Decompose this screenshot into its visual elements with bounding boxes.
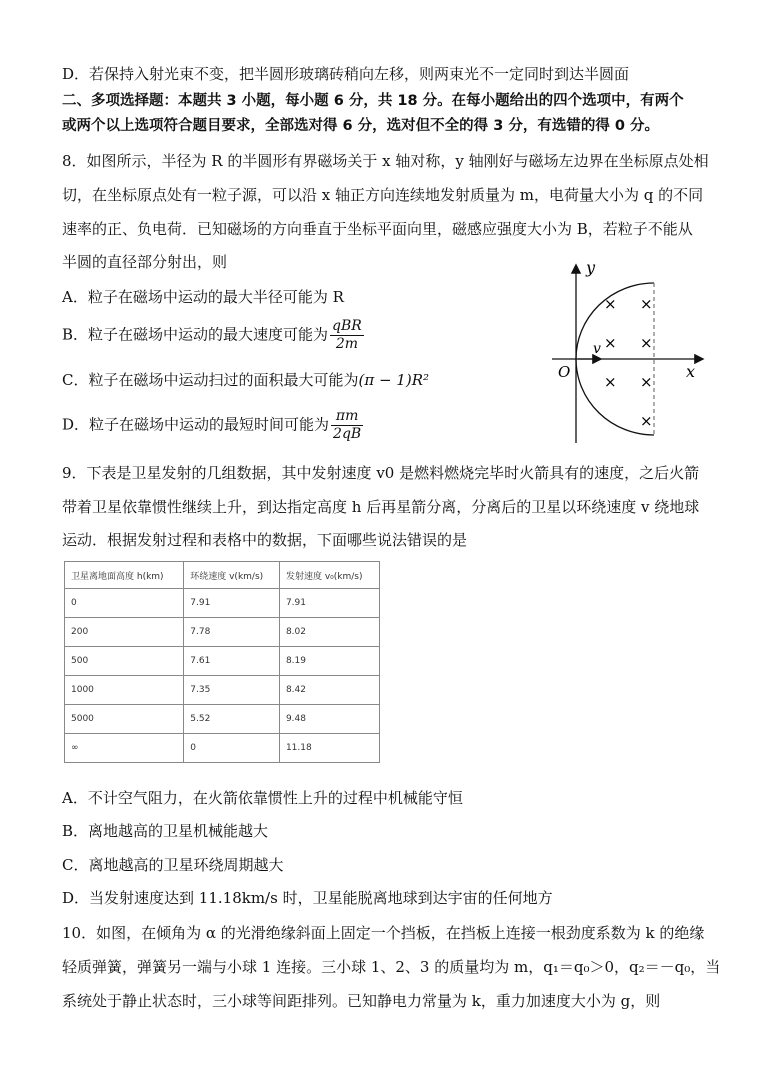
table-cell: 1000 [65, 676, 184, 705]
q8-magnetic-field-figure [548, 258, 708, 448]
field-cross: × [604, 373, 617, 391]
table-cell: 8.02 [279, 618, 379, 647]
table-header-cell: 环绕速度 v(km/s) [184, 562, 280, 589]
table-cell: 0 [65, 589, 184, 618]
label-y: y [586, 258, 596, 277]
table-cell: 0 [184, 734, 280, 763]
q7-option-d: D．若保持入射光束不变，把半圆形玻璃砖稍向左移，则两束光不一定同时到达半圆面 [62, 65, 630, 83]
q9-option-c: C．离地越高的卫星环绕周期越大 [62, 856, 284, 874]
q8-stem-line4: 半圆的直径部分射出，则 [62, 253, 228, 271]
table-cell: 7.78 [184, 618, 280, 647]
q8-stem-line3: 速率的正、负电荷．已知磁场的方向垂直于坐标平面向里，磁感应强度大小为 B，若粒子不能从 [62, 220, 693, 238]
q8-option-c-expr: (π − 1)R² [358, 371, 430, 389]
q9-option-b: B．离地越高的卫星机械能越大 [62, 822, 269, 840]
q9-option-d: D．当发射速度达到 11.18km/s 时，卫星能脱离地球到达宇宙的任何地方 [62, 889, 553, 907]
table-header-cell: 发射速度 v₀(km/s) [279, 562, 379, 589]
q10-stem-line2: 轻质弹簧，弹簧另一端与小球 1 连接。三小球 1、2、3 的质量均为 m，q₁＝q₀＞0，q₂＝－q₀，当 [62, 958, 721, 976]
q8-option-b [62, 318, 366, 353]
q9-stem-line2: 带着卫星依靠惯性继续上升，到达指定高度 h 后再星箭分离，分离后的卫星以环绕速度 v 绕地球 [62, 498, 700, 516]
section2-heading-line1: 二、多项选择题：本题共 3 小题，每小题 6 分，共 18 分。在每小题给出的四个选项中，有两个 [62, 93, 684, 109]
table-cell: ∞ [65, 734, 184, 763]
table-row [65, 618, 380, 647]
table-row [65, 676, 380, 705]
table-row [65, 734, 380, 763]
field-cross: × [604, 295, 617, 313]
field-cross: × [640, 295, 653, 313]
table-header-row [65, 562, 380, 589]
field-cross: × [640, 334, 653, 352]
q8-option-d-denominator: 2qB [333, 426, 362, 442]
table-cell: 11.18 [279, 734, 379, 763]
table-cell: 8.19 [279, 647, 379, 676]
table-cell: 7.91 [279, 589, 379, 618]
table-cell: 7.35 [184, 676, 280, 705]
table-header-cell: 卫星离地面高度 h(km) [65, 562, 184, 589]
q9-stem-line3: 运动．根据发射过程和表格中的数据，下面哪些说法错误的是 [62, 531, 468, 549]
q8-option-b-fraction [330, 318, 364, 353]
table-cell: 5.52 [184, 705, 280, 734]
q8-option-c-text: C．粒子在磁场中运动扫过的面积最大可能为 [62, 371, 359, 389]
table-row [65, 589, 380, 618]
satellite-data-table [64, 561, 380, 763]
field-cross: × [604, 334, 617, 352]
table-cell: 5000 [65, 705, 184, 734]
table-cell: 7.91 [184, 589, 280, 618]
q8-option-c [62, 370, 429, 390]
table-cell: 500 [65, 647, 184, 676]
table-row [65, 705, 380, 734]
table-row [65, 647, 380, 676]
field-cross: × [640, 412, 653, 430]
table-cell: 9.48 [279, 705, 379, 734]
q8-option-d-text: D．粒子在磁场中运动的最短时间可能为 [62, 415, 330, 434]
q9-stem-line1: 9．下表是卫星发射的几组数据，其中发射速度 v0 是燃料燃烧完毕时火箭具有的速度，之后火箭 [62, 464, 700, 482]
q8-stem-line1: 8．如图所示，半径为 R 的半圆形有界磁场关于 x 轴对称，y 轴刚好与磁场左边界在坐标原点处相 [62, 152, 709, 170]
field-cross: × [640, 373, 653, 391]
label-v: v [593, 341, 601, 357]
q9-option-a: A．不计空气阻力，在火箭依靠惯性上升的过程中机械能守恒 [62, 789, 463, 807]
q8-option-b-numerator: qBR [332, 318, 362, 334]
table-cell: 200 [65, 618, 184, 647]
q8-option-b-text: B．粒子在磁场中运动的最大速度可能为 [62, 325, 329, 344]
section2-heading-line2: 或两个以上选项符合题目要求，全部选对得 6 分，选对但不全的得 3 分，有选错的得 0 分。 [62, 118, 660, 134]
q8-option-d-fraction [331, 408, 363, 443]
q10-stem-line1: 10．如图，在倾角为 α 的光滑绝缘斜面上固定一个挡板，在挡板上连接一根劲度系数为 k 的绝缘 [62, 924, 705, 942]
table-cell: 8.42 [279, 676, 379, 705]
q8-option-d-numerator: πm [331, 408, 363, 426]
q10-stem-line3: 系统处于静止状态时，三小球等间距排列。已知静电力常量为 k，重力加速度大小为 g，则 [62, 992, 661, 1010]
q8-option-b-denominator: 2m [335, 336, 359, 352]
label-origin: O [558, 363, 571, 381]
q8-option-a: A．粒子在磁场中运动的最大半径可能为 R [62, 288, 344, 306]
label-x: x [686, 362, 696, 381]
table-cell: 7.61 [184, 647, 280, 676]
q8-option-d [62, 408, 365, 443]
q8-stem-line2: 切，在坐标原点处有一粒子源，可以沿 x 轴正方向连续地发射质量为 m，电荷量大小为 q 的不同 [62, 186, 704, 204]
